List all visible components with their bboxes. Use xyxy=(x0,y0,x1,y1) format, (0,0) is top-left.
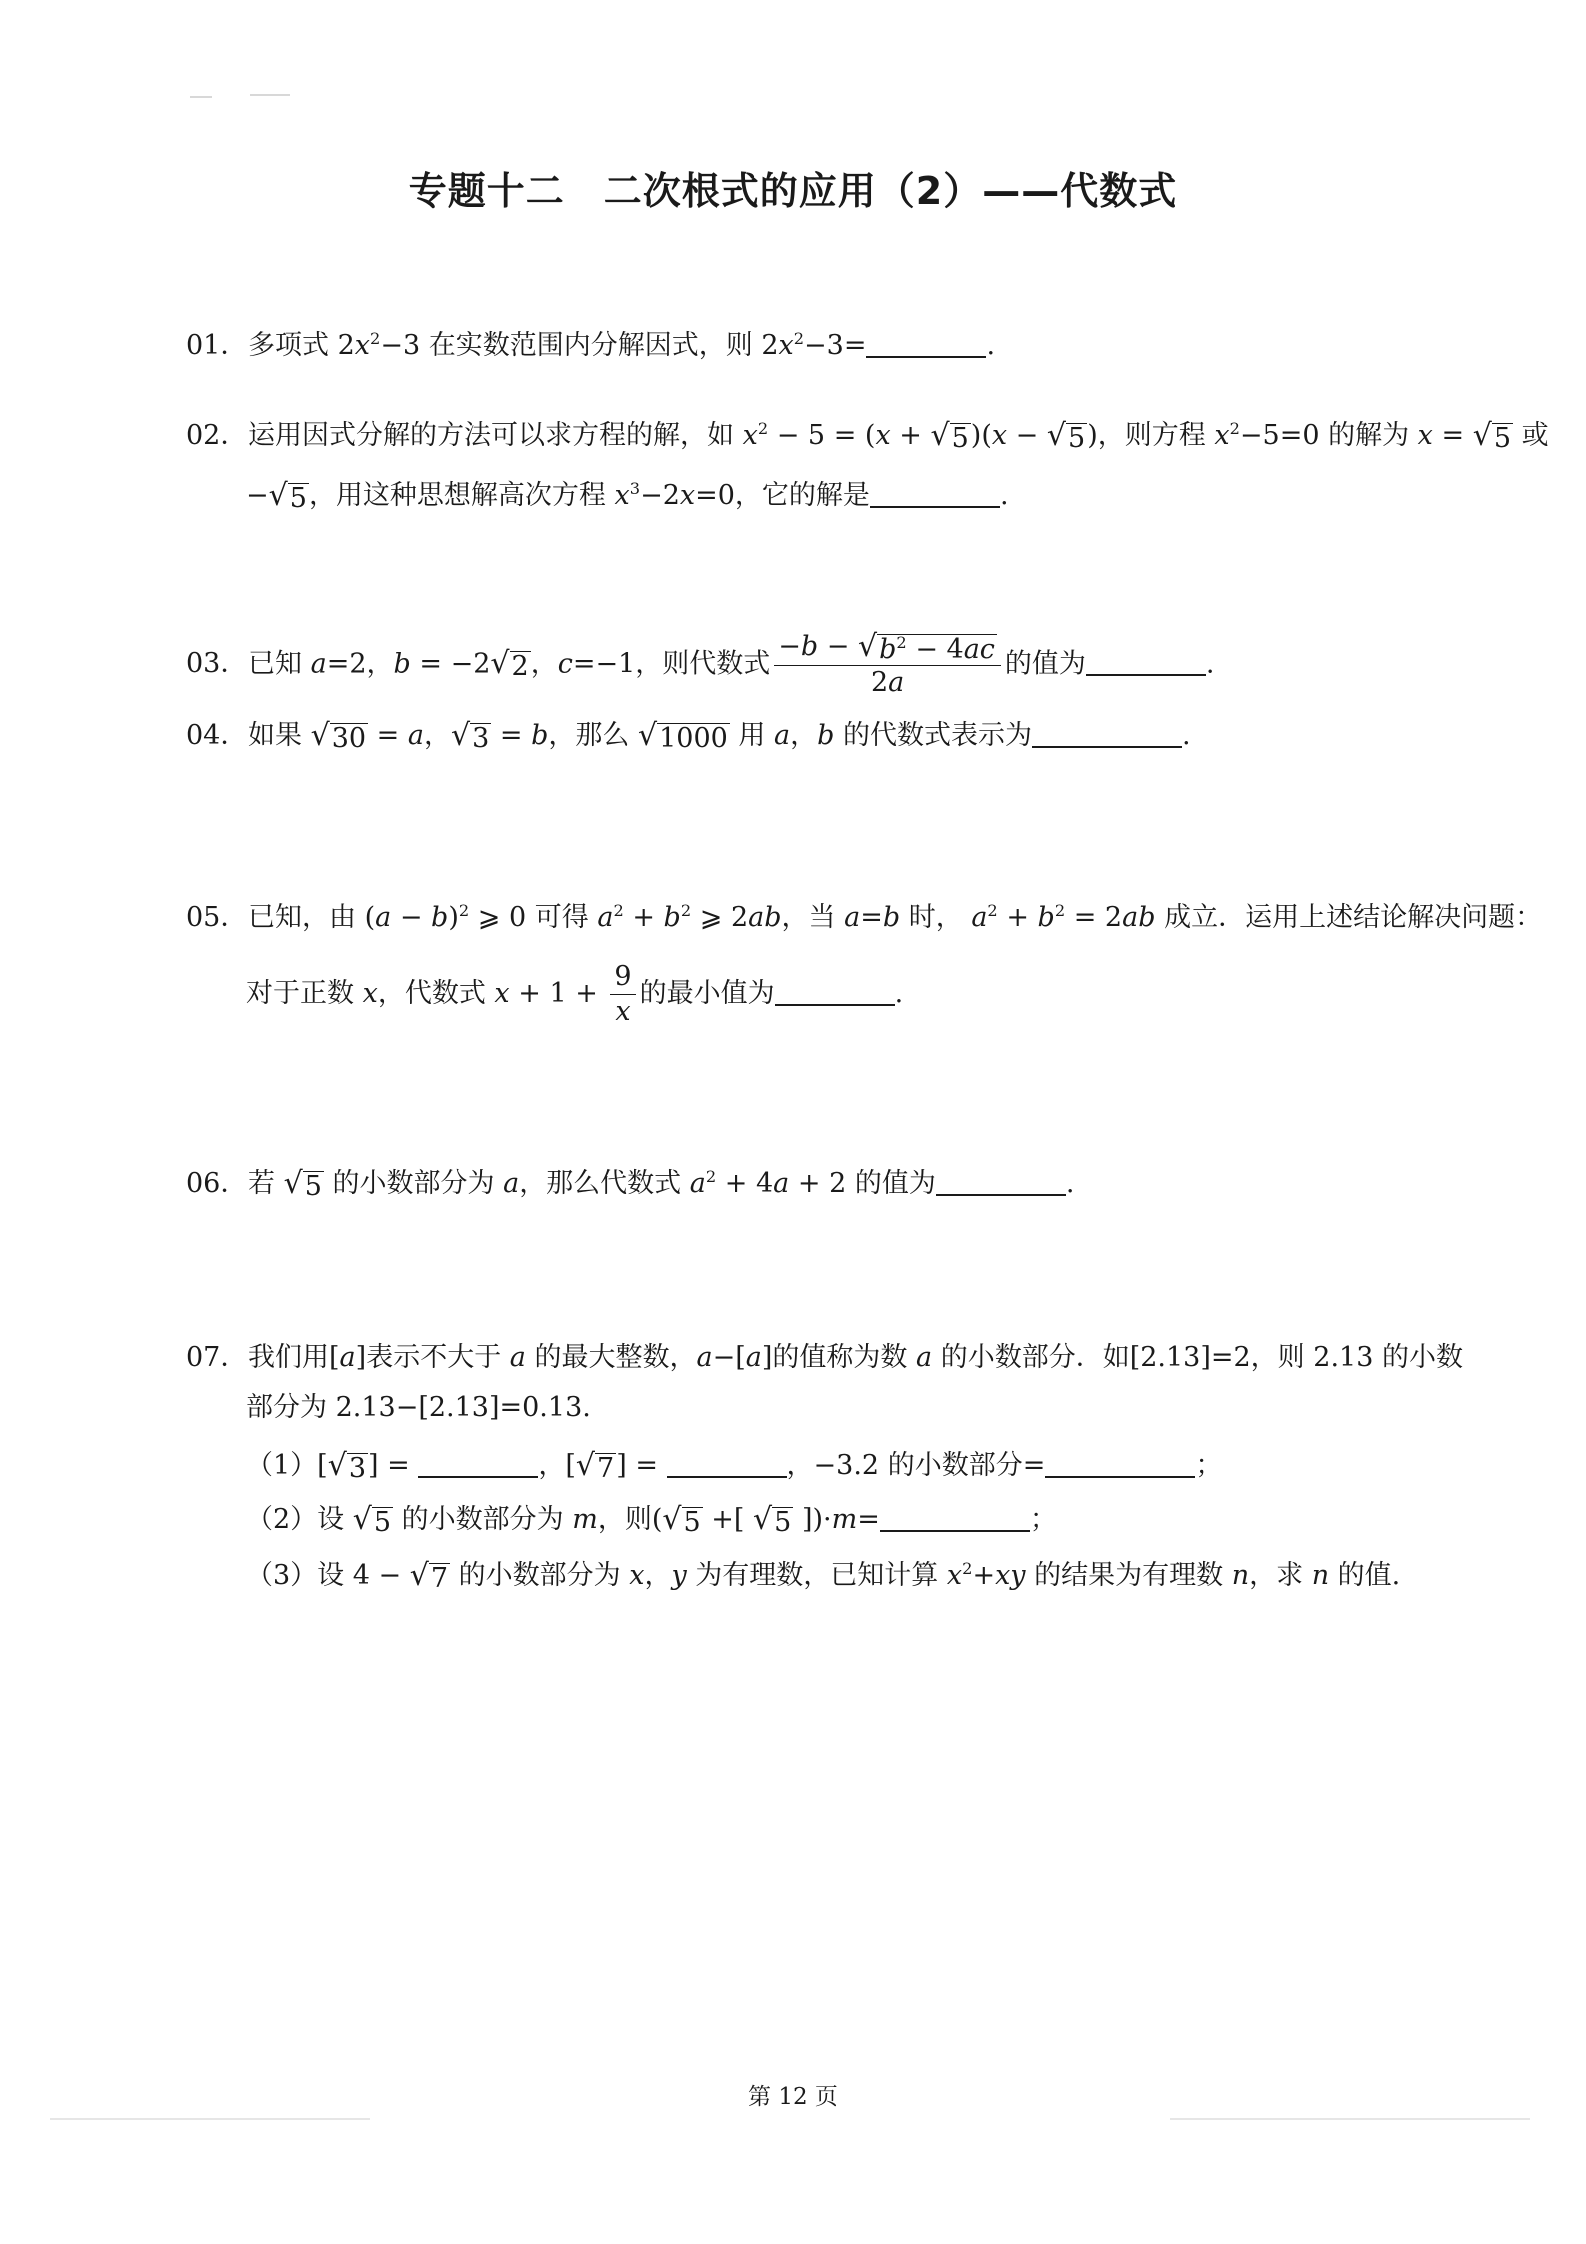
text: 若 xyxy=(248,1168,284,1199)
text: + 1 + xyxy=(509,978,607,1009)
text: . xyxy=(999,480,1009,511)
text: ，那么 xyxy=(548,720,638,751)
exp: 2 xyxy=(458,901,470,920)
var: c xyxy=(557,648,573,680)
text: ] = xyxy=(616,1450,667,1481)
text: 的值为 xyxy=(1004,648,1086,680)
exp: 2 xyxy=(757,419,769,438)
text: 已知，由 ( xyxy=(248,902,376,933)
text: ， xyxy=(644,1560,672,1591)
var: b xyxy=(663,902,681,933)
text: =0，它的解是 xyxy=(695,480,870,511)
text: −2 xyxy=(640,480,680,511)
page-title: 专题十二 二次根式的应用（2）——代数式 xyxy=(408,169,1178,213)
text: + xyxy=(997,902,1038,933)
sqrt: √ 5 xyxy=(662,1501,701,1538)
text: 为有理数，已知计算 xyxy=(686,1560,947,1591)
var: x xyxy=(629,1560,645,1591)
text: 我们用[ xyxy=(248,1342,340,1373)
text: = xyxy=(860,902,883,933)
text: −5=0 的解为 xyxy=(1239,420,1418,451)
text: 成立．运用上述结论解决问题： xyxy=(1155,902,1543,933)
var: x xyxy=(354,330,371,361)
var: x xyxy=(1214,420,1230,451)
var: n xyxy=(1311,1560,1330,1591)
var: a xyxy=(971,902,988,933)
sqrt: √ 3 xyxy=(450,717,490,754)
exp: 3 xyxy=(629,479,641,498)
exp: 2 xyxy=(896,632,907,652)
var: ab xyxy=(1122,902,1156,933)
text: 已知 xyxy=(248,648,311,680)
var: ac xyxy=(963,633,995,665)
text: 2 xyxy=(761,330,779,361)
text: −3 xyxy=(804,330,844,361)
text: = xyxy=(368,720,408,751)
var: x xyxy=(615,996,631,1027)
sqrt: √ 5 xyxy=(268,477,307,514)
text: − xyxy=(818,631,858,662)
question-05-line2 xyxy=(246,960,903,1029)
var: b xyxy=(393,648,411,680)
text: = xyxy=(1432,420,1473,451)
var: m xyxy=(572,1504,598,1535)
text: − 5 = ( xyxy=(768,420,876,451)
sqrt: √ 5 xyxy=(930,417,969,454)
question-number: 03． xyxy=(186,648,248,680)
var: a xyxy=(745,1342,762,1373)
sqrt: √ 5 xyxy=(1046,417,1086,454)
text: = −2 xyxy=(410,648,491,680)
radicand: 5 xyxy=(373,1506,392,1538)
text: + xyxy=(623,902,664,933)
text: 的最大整数， xyxy=(525,1342,697,1373)
var: y xyxy=(671,1560,687,1591)
sqrt: √ 1000 xyxy=(637,717,728,754)
question-03 xyxy=(186,630,1215,700)
sqrt: √ 30 xyxy=(310,717,367,754)
fraction xyxy=(774,630,1001,700)
exp: 2 xyxy=(793,329,805,348)
radicand: 5 xyxy=(951,422,969,454)
text: − 4 xyxy=(906,633,964,665)
var: x xyxy=(742,420,758,451)
text: =2， xyxy=(326,648,394,680)
radicand: 5 xyxy=(683,1506,701,1538)
text: 用 xyxy=(729,720,774,751)
question-01 xyxy=(186,326,995,366)
var: a xyxy=(774,720,791,751)
scan-smudge xyxy=(50,2118,370,2120)
text: ) xyxy=(1087,420,1098,451)
text: ⩾ 0 可得 xyxy=(469,902,598,933)
exp: 2 xyxy=(370,329,381,348)
text: ，−3.2 的小数部分= xyxy=(786,1450,1046,1481)
answer-blank[interactable] xyxy=(775,978,895,1006)
text: = 2 xyxy=(1065,902,1123,933)
text: ⩾ 2 xyxy=(691,902,749,933)
text: ]的值称为数 xyxy=(761,1342,916,1373)
var: b xyxy=(431,902,449,933)
text: ，则( xyxy=(597,1504,663,1535)
question-number: 06． xyxy=(186,1168,248,1199)
text: 的值. xyxy=(1329,1560,1401,1591)
sqrt: √ 5 xyxy=(753,1501,792,1538)
text: ，那么代数式 xyxy=(519,1168,690,1199)
var: b xyxy=(531,720,549,751)
text: 运用因式分解的方法可以求方程的解，如 xyxy=(248,420,743,451)
var: a xyxy=(597,902,614,933)
text: 2 xyxy=(870,666,889,698)
exp: 2 xyxy=(1229,419,1240,438)
question-07-part1 xyxy=(246,1446,1222,1486)
var: x xyxy=(679,480,696,511)
var: a xyxy=(310,648,327,680)
text: ] = xyxy=(368,1450,419,1481)
text: − xyxy=(1007,420,1047,451)
text: ，当 xyxy=(781,902,845,933)
text: 的小数部分为 xyxy=(450,1560,630,1591)
answer-blank[interactable] xyxy=(880,1504,1030,1532)
text: ， xyxy=(790,720,818,751)
radicand: 30 xyxy=(331,722,367,754)
var: a xyxy=(888,666,905,698)
var: b xyxy=(882,902,901,933)
exp: 2 xyxy=(613,901,624,920)
exp: 2 xyxy=(1054,901,1066,920)
radicand: 5 xyxy=(289,482,307,514)
var: a xyxy=(503,1168,520,1199)
answer-blank[interactable] xyxy=(418,1450,538,1478)
numerator: 9 xyxy=(610,960,635,995)
answer-blank[interactable] xyxy=(1032,720,1182,748)
var: a xyxy=(509,1342,526,1373)
answer-blank[interactable] xyxy=(866,330,986,358)
text: )( xyxy=(970,420,992,451)
question-number: 07． xyxy=(186,1342,248,1373)
text: ，则方程 xyxy=(1097,420,1215,451)
text: . xyxy=(986,330,996,361)
answer-blank[interactable] xyxy=(1045,1450,1195,1478)
scan-smudge xyxy=(250,94,290,96)
text: = xyxy=(843,330,867,361)
text: （3）设 4 − xyxy=(246,1560,410,1591)
var: m xyxy=(831,1504,858,1535)
question-07-line2: 部分为 2.13−[2.13]=0.13. xyxy=(246,1392,591,1423)
text: 的小数部分为 xyxy=(323,1168,504,1199)
var: a xyxy=(407,720,424,751)
text: ； xyxy=(1029,1504,1057,1535)
text: 或 xyxy=(1513,420,1549,451)
radicand: 2 xyxy=(511,650,529,682)
text: 的结果为有理数 xyxy=(1025,1560,1232,1591)
var: a xyxy=(773,1168,790,1199)
var: x xyxy=(1417,420,1433,451)
text: 时， xyxy=(900,902,972,933)
text: − xyxy=(391,902,432,933)
radicand: 5 xyxy=(1068,422,1086,454)
radicand: 1000 xyxy=(659,722,728,754)
var: x xyxy=(991,420,1008,451)
question-07-part3 xyxy=(246,1556,1400,1596)
answer-blank[interactable] xyxy=(667,1450,787,1478)
answer-blank[interactable] xyxy=(1086,648,1206,676)
sqrt: √ 7 xyxy=(409,1557,449,1594)
sqrt: √ 5 xyxy=(1472,417,1512,454)
var: b xyxy=(1037,902,1055,933)
var: x xyxy=(362,978,378,1009)
question-07-part2 xyxy=(246,1500,1057,1540)
question-05 xyxy=(186,898,1542,938)
answer-blank[interactable] xyxy=(870,480,1000,508)
text: ，求 xyxy=(1249,1560,1312,1591)
text: 对于正数 xyxy=(246,978,363,1009)
text: ，代数式 xyxy=(377,978,495,1009)
sqrt: √ 5 xyxy=(352,1501,392,1538)
answer-blank[interactable] xyxy=(936,1168,1066,1196)
text: = xyxy=(491,720,532,751)
sqrt: √ 5 xyxy=(283,1165,322,1202)
var: n xyxy=(1231,1560,1250,1591)
text: ) xyxy=(448,902,459,933)
text: 的最小值为 xyxy=(639,978,775,1009)
fraction xyxy=(610,960,635,1029)
question-07 xyxy=(186,1338,1463,1378)
text: （1）[ xyxy=(246,1450,328,1481)
text: + xyxy=(972,1560,996,1591)
text: −3 xyxy=(380,330,421,361)
exp: 2 xyxy=(962,1559,973,1578)
text: 2 xyxy=(337,330,355,361)
sqrt: √ 2 xyxy=(490,645,529,682)
var: ab xyxy=(748,902,782,933)
text: . xyxy=(1205,648,1215,680)
text: 多项式 xyxy=(248,330,338,361)
text: . xyxy=(1182,720,1191,751)
text: +[ xyxy=(702,1504,754,1535)
radicand: 3 xyxy=(472,722,490,754)
sqrt: √ 3 xyxy=(327,1447,367,1484)
question-06 xyxy=(186,1164,1074,1204)
var: x xyxy=(614,480,630,511)
radicand: 3 xyxy=(348,1452,367,1484)
text: . xyxy=(894,978,904,1009)
question-number: 04． xyxy=(186,720,248,751)
radicand: 5 xyxy=(1493,422,1512,454)
text: ； xyxy=(1195,1450,1223,1481)
var: x xyxy=(875,420,891,451)
text: ，[ xyxy=(538,1450,576,1481)
text: 在实数范围内分解因式，则 xyxy=(420,330,762,361)
var: x xyxy=(494,978,510,1009)
text: + 4 xyxy=(716,1168,774,1199)
var: a xyxy=(696,1342,713,1373)
text: ])· xyxy=(793,1504,832,1535)
text: =−1，则代数式 xyxy=(572,648,771,680)
text: + 2 的值为 xyxy=(789,1168,936,1199)
radicand: 5 xyxy=(304,1170,322,1202)
text: 的代数式表示为 xyxy=(834,720,1032,751)
scan-smudge xyxy=(190,96,212,98)
text: −[ xyxy=(712,1342,746,1373)
radicand: 5 xyxy=(774,1506,792,1538)
text: = xyxy=(857,1504,880,1535)
question-02 xyxy=(186,416,1549,456)
text: . xyxy=(1065,1168,1075,1199)
var: b xyxy=(879,633,897,665)
text: 的小数部分为 xyxy=(393,1504,573,1535)
question-number: 05． xyxy=(186,902,248,933)
radicand: 7 xyxy=(430,1562,449,1594)
question-04 xyxy=(186,716,1191,756)
text: − xyxy=(246,480,269,511)
text: ， xyxy=(530,648,558,680)
exp: 2 xyxy=(705,1167,717,1186)
exp: 2 xyxy=(987,901,998,920)
var: b xyxy=(817,720,835,751)
var: x xyxy=(778,330,794,361)
text: （2）设 xyxy=(246,1504,353,1535)
text: ， xyxy=(423,720,451,751)
text: ]表示不大于 xyxy=(355,1342,510,1373)
radicand: 7 xyxy=(597,1452,615,1484)
sqrt: √ 7 xyxy=(575,1447,615,1484)
var: a xyxy=(689,1168,706,1199)
var: x xyxy=(946,1560,963,1591)
text: − xyxy=(778,631,801,662)
text: ，用这种思想解高次方程 xyxy=(308,480,615,511)
question-number: 02． xyxy=(186,420,248,451)
text: + xyxy=(890,420,931,451)
var: b xyxy=(800,631,819,662)
exp: 2 xyxy=(680,901,692,920)
page-number: 第 12 页 xyxy=(748,2084,838,2110)
question-02-line2 xyxy=(246,476,1009,516)
var: a xyxy=(844,902,861,933)
text: 的小数部分．如[2.13]=2，则 2.13 的小数 xyxy=(932,1342,1463,1373)
scan-smudge xyxy=(1170,2118,1530,2120)
question-number: 01． xyxy=(186,330,248,361)
var: a xyxy=(375,902,392,933)
var: a xyxy=(339,1342,356,1373)
var: a xyxy=(916,1342,933,1373)
var: xy xyxy=(995,1560,1026,1591)
text: 如果 xyxy=(248,720,311,751)
sqrt: √ $b^2 - 4ac$ xyxy=(858,628,995,665)
